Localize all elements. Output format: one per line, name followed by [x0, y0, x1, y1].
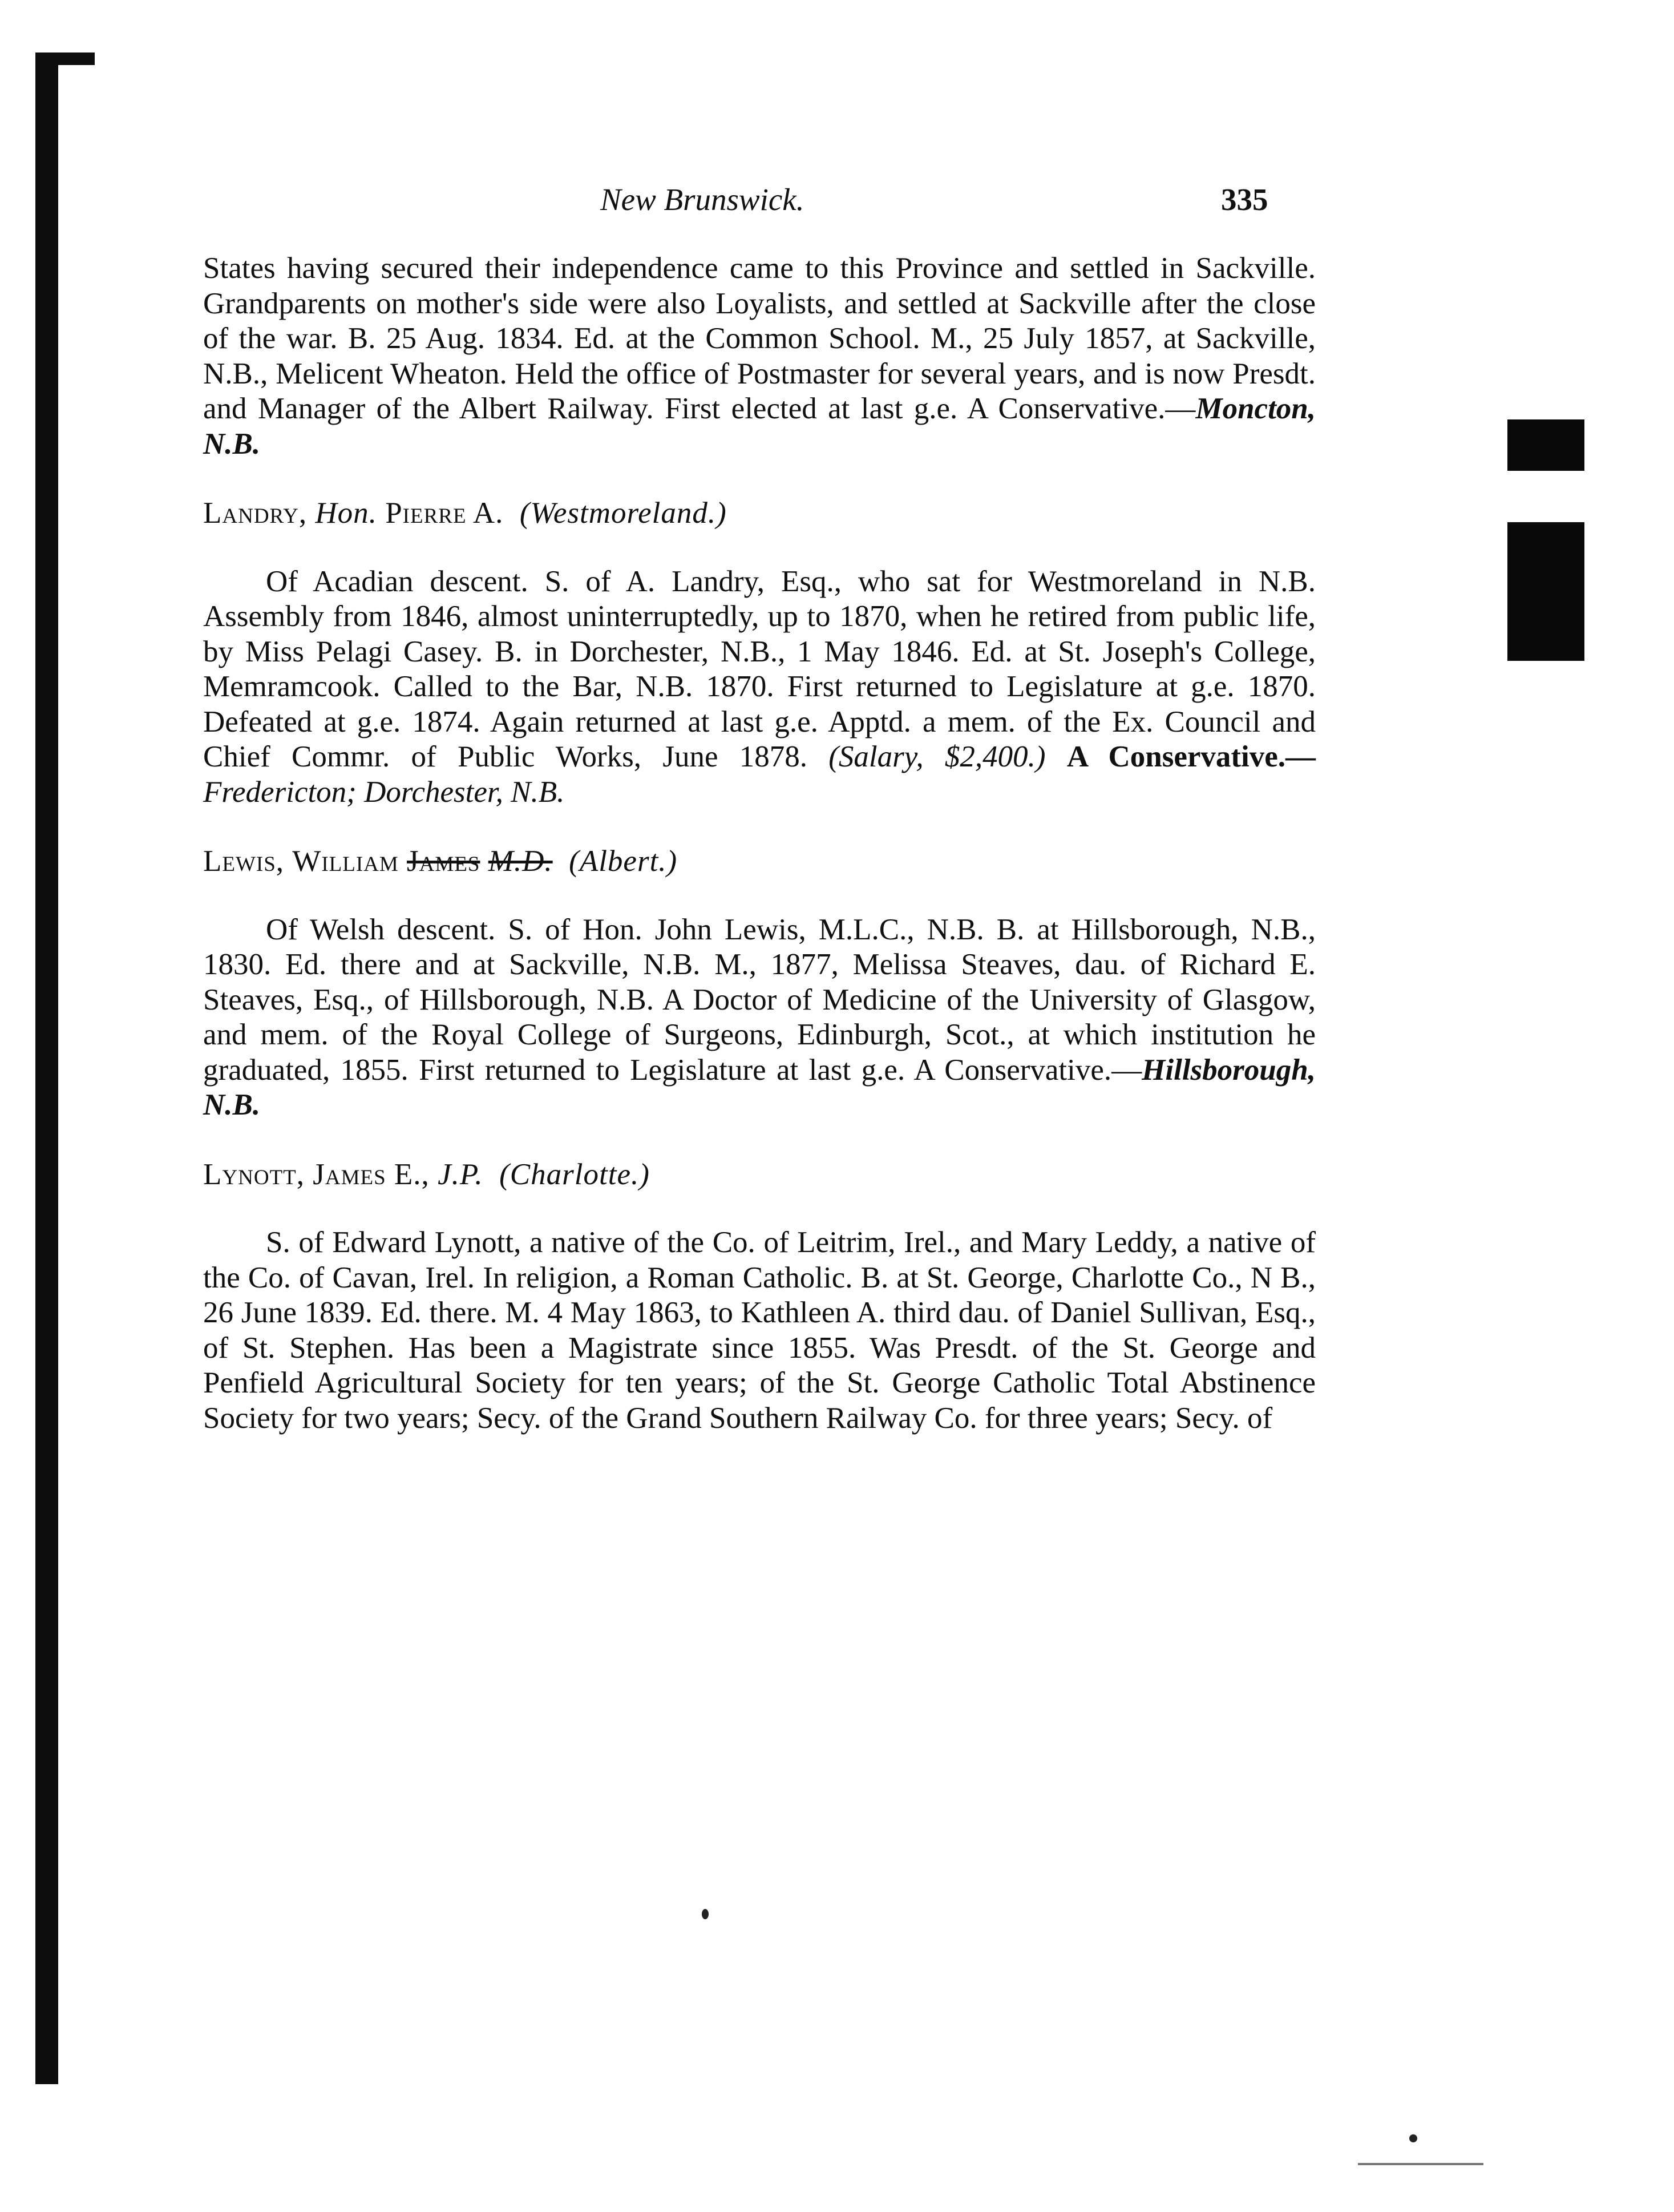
residence: Hillsborough, N.B. [203, 1053, 1316, 1121]
entry-lynott [203, 1157, 1316, 1436]
scan-speck [1409, 2134, 1417, 2142]
entry-heading [203, 1157, 1316, 1193]
continued-line: and settled in Sackville. Grandparents on mother's side were also [203, 252, 1316, 320]
entry-heading [203, 496, 1316, 531]
scan-margin-block [1507, 522, 1584, 661]
entry-constituency: (Albert.) [569, 845, 678, 878]
page-binding-edge-top [49, 53, 95, 65]
page-binding-edge [35, 53, 58, 2084]
entry-text-body: S. of Edward Lynott, a native of the Co. of Leitrim, Irel., and Mary Leddy, a native of the Co. of Cavan, Irel. In religion, a Roman Catholic. B. at St. George, Charlotte Co., N B., 26 June 1839. Ed. there. M. 4 May 1863, to Kathleen A. third dau. of Daniel Sullivan, Esq., of St. Stephen. Has been a Magistrate since 1855. Was Presdt. of the St. George and Penfield Agricultural Society for ten years; of the St. George Catholic Total Abstinence Society for two years; Secy. of the Grand Southern Railway Co. for three years; Secy. of [203, 1226, 1316, 1435]
entry-salary: (Salary, $2,400.) [828, 740, 1046, 773]
continued-paragraph [203, 251, 1316, 462]
entry-given-names: William [292, 845, 399, 878]
entry-constituency: (Charlotte.) [499, 1157, 650, 1191]
entry-title: J.P. [438, 1157, 483, 1191]
entry-struck-name: James [407, 845, 480, 878]
entry-landry [203, 496, 1316, 810]
residence: Fredericton; Dorchester, N.B. [203, 775, 565, 809]
entry-text-body: Of Acadian descent. S. of A. Landry, Esq., who sat for Westmoreland in N.B. Assembly from 1846, almost uninterruptedly, up to 1870, when he retired from public life, by Miss Pelagi Casey. B. in Dorchester, N.B., 1 May 1846. Ed. at St. Joseph's College, Memramcook. Called to the Bar, N.B. 1870. First returned to Legislature at g.e. 1870. Defeated at g.e. 1874. Again returned at last g.e. Apptd. a mem. of the Ex. Council and Chief Commr. of Public Works, June 1878. [203, 564, 1316, 773]
continued-line: States having secured their independence came to this Province [203, 252, 1003, 285]
page-body [203, 251, 1316, 1436]
entry-text [203, 1225, 1316, 1436]
entry-surname: Landry, [203, 497, 308, 530]
entry-text [203, 564, 1316, 810]
entry-given-names: Pierre A. [385, 497, 504, 530]
continued-line: for several years, and is now Presdt. and Manager of the Albert [203, 357, 1316, 425]
scan-speck [702, 1909, 709, 1919]
entry-heading [203, 844, 1316, 879]
running-title: New Brunswick. [600, 182, 804, 217]
entry-lewis [203, 844, 1316, 1123]
entry-surname: Lewis, [203, 845, 285, 878]
entry-politics: A Conservative.— [1066, 740, 1316, 773]
residence: Moncton, N.B. [203, 392, 1316, 461]
entry-surname: Lynott, [203, 1157, 305, 1191]
entry-honorific: Hon. [315, 497, 377, 530]
page-number: 335 [1221, 182, 1268, 217]
continued-line: Railway. First elected at last g.e. A Conservative.— [547, 392, 1196, 425]
continued-line: Sackville, N.B., Melicent Wheaton. Held the office of Postmaster [203, 322, 1316, 390]
scan-margin-block [1507, 419, 1584, 471]
entry-given-names: James E., [313, 1157, 430, 1191]
scan-artifact-line [1358, 2163, 1483, 2165]
continued-line: Loyalists, and settled at Sackville after the close of the war. B. [203, 286, 1316, 355]
entry-constituency: (Westmoreland.) [519, 497, 727, 530]
running-header [0, 181, 1674, 221]
entry-text [203, 913, 1316, 1123]
entry-degree: M.D. [488, 845, 553, 878]
continued-line: 25 Aug. 1834. Ed. at the Common School. M., 25 July 1857, at [386, 322, 1186, 355]
entry-text-body: Of Welsh descent. S. of Hon. John Lewis, M.L.C., N.B. B. at Hillsborough, N.B., 1830. Ed. there and at Sackville, N.B. M., 1877, Melissa Steaves, dau. of Richard E. Steaves, Esq., of Hillsborough, N.B. A Doctor of Medicine of the University of Glasgow, and mem. of the Royal College of Surgeons, Edinburgh, Scot., at which institution he graduated, 1855. First returned to Legislature at last g.e. A Conservative.— [203, 913, 1316, 1087]
